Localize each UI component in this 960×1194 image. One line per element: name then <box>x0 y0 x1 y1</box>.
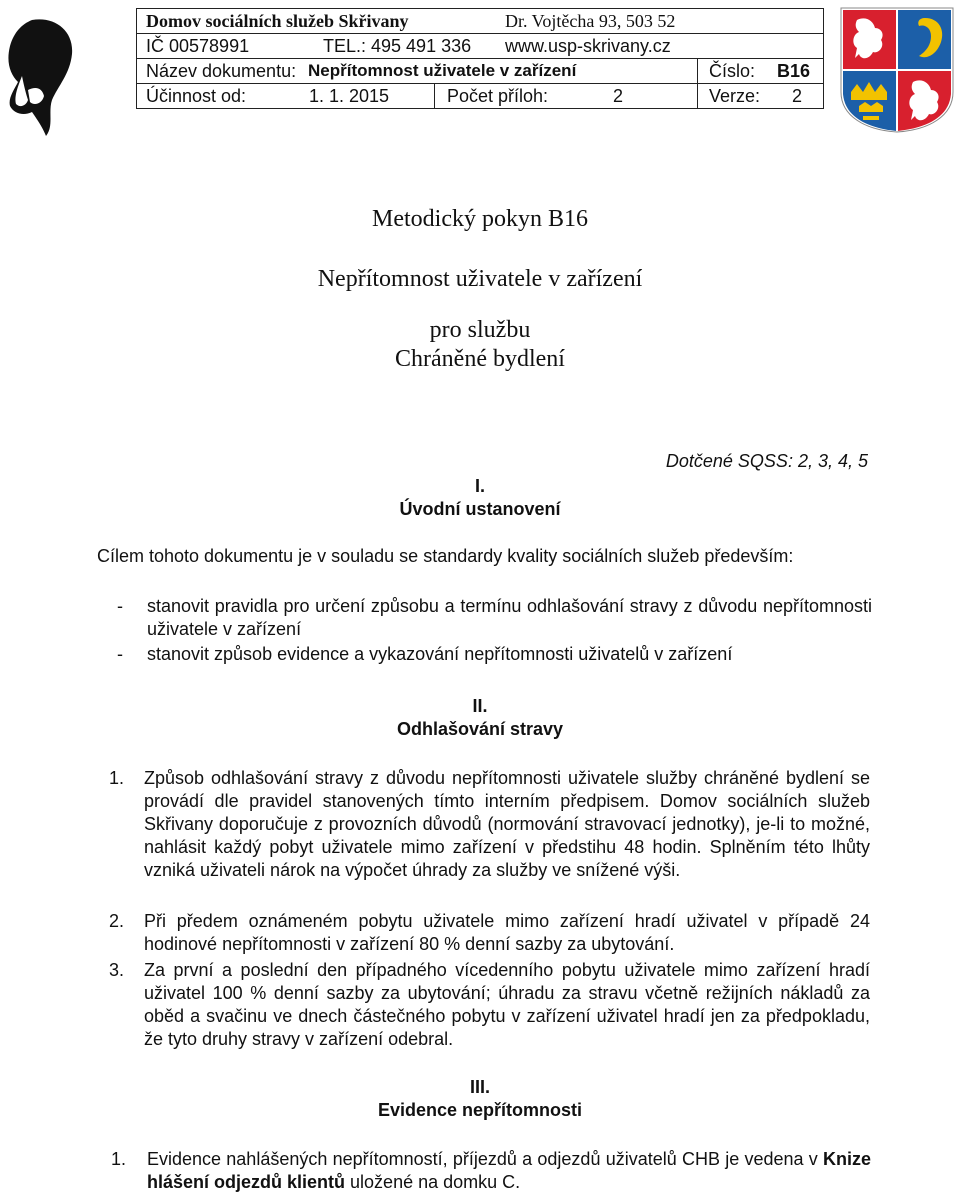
document-subtitle: Nepřítomnost uživatele v zařízení <box>317 266 643 292</box>
section-3-item: Evidence nahlášených nepřítomností, příjezdů a odjezdů uživatelů CHB je vedena v Knize hlášení odjezdů klientů uložené na domku C. <box>147 1149 871 1192</box>
org-name: Domov sociálních služeb Skřivany <box>146 11 409 31</box>
org-address: Dr. Vojtěcha 93, 503 52 <box>505 11 676 31</box>
section-1-bullet: stanovit způsob evidence a vykazování nepřítomnosti uživatelů v zařízení <box>147 644 733 664</box>
effective-label: Účinnost od: <box>146 86 247 106</box>
header-row-contact <box>137 34 823 59</box>
document-header-table <box>136 8 824 109</box>
header-row-docname <box>137 59 823 84</box>
section-1-heading: Úvodní ustanovení <box>399 499 561 519</box>
doc-number-value: B16 <box>777 61 811 81</box>
version-label: Verze: <box>709 86 761 106</box>
effective-value: 1. 1. 2015 <box>309 86 390 106</box>
org-tel: TEL.: 495 491 336 <box>323 36 472 56</box>
org-web: www.usp-skrivany.cz <box>505 36 671 56</box>
section-2-heading: Odhlašování stravy <box>396 719 564 739</box>
header-row-org <box>137 9 823 34</box>
service-label: pro službu <box>429 317 531 343</box>
section-1-bullet: stanovit pravidla pro určení způsobu a termínu odhlašování stravy z důvodu nepřítomnosti uživatele v zařízení <box>147 596 872 639</box>
record-book-name: Knize hlášení odjezdů klientů <box>147 1149 871 1192</box>
sqss-scope: Dotčené SQSS: 2, 3, 4, 5 <box>665 451 868 471</box>
item-number: 2. <box>109 911 125 931</box>
doc-name-label: Název dokumentu: <box>146 61 297 81</box>
doc-number-label: Číslo: <box>709 61 756 81</box>
section-1-intro: Cílem tohoto dokumentu je v souladu se standardy kvality sociálních služeb především: <box>97 546 794 566</box>
attachments-label: Počet příloh: <box>447 86 549 106</box>
section-3-heading: Evidence nepřítomnosti <box>377 1100 583 1120</box>
section-2-item: Způsob odhlašování stravy z důvodu nepřítomnosti uživatele služby chráněné bydlení se provádí dle pravidel stanovených tímto interním předpisem. Domov sociálních služeb Skřivany doporučuje z provozních důvodů (normování stravovací jednotky), je-li to možné, nahlásit každý pobyt uživatele mimo zařízení v předstihu 48 hodin. Splněním této lhůty vzniká uživateli nárok na výpočet úhrady za služby ve snížené výši. <box>144 768 870 880</box>
item-number: 1. <box>109 768 125 788</box>
header-row-effective <box>137 84 823 108</box>
attachments-value: 2 <box>613 86 624 106</box>
section-1-numeral: I. <box>474 476 485 496</box>
version-value: 2 <box>792 86 803 106</box>
item-number: 1. <box>111 1149 127 1169</box>
organization-logo <box>2 16 78 140</box>
section-3-numeral: III. <box>469 1077 490 1097</box>
section-2-numeral: II. <box>472 696 488 716</box>
doc-name-value: Nepřítomnost uživatele v zařízení <box>308 61 577 80</box>
section-2-item: Při předem oznámeném pobytu uživatele mimo zařízení hradí uživatel v případě 24 hodinové nepřítomnosti v zařízení 80 % denní sazby za ubytování. <box>144 911 870 954</box>
service-name: Chráněné bydlení <box>395 346 565 372</box>
item-number: 3. <box>109 960 125 980</box>
org-ic: IČ 00578991 <box>146 36 250 56</box>
section-2-item: Za první a poslední den případného vícedenního pobytu uživatele mimo zařízení hradí uživatel 100 % denní sazby za ubytování; úhradu za stravu včetně režijních nákladů za oběd a svačinu ve dnech částečného pobytu v zařízení uživatel hradí jen za předpokladu, že tyto druhy stravy v zařízení odebral. <box>144 960 870 1049</box>
coat-of-arms-icon <box>839 6 955 134</box>
document-title: Metodický pokyn B16 <box>372 206 588 232</box>
